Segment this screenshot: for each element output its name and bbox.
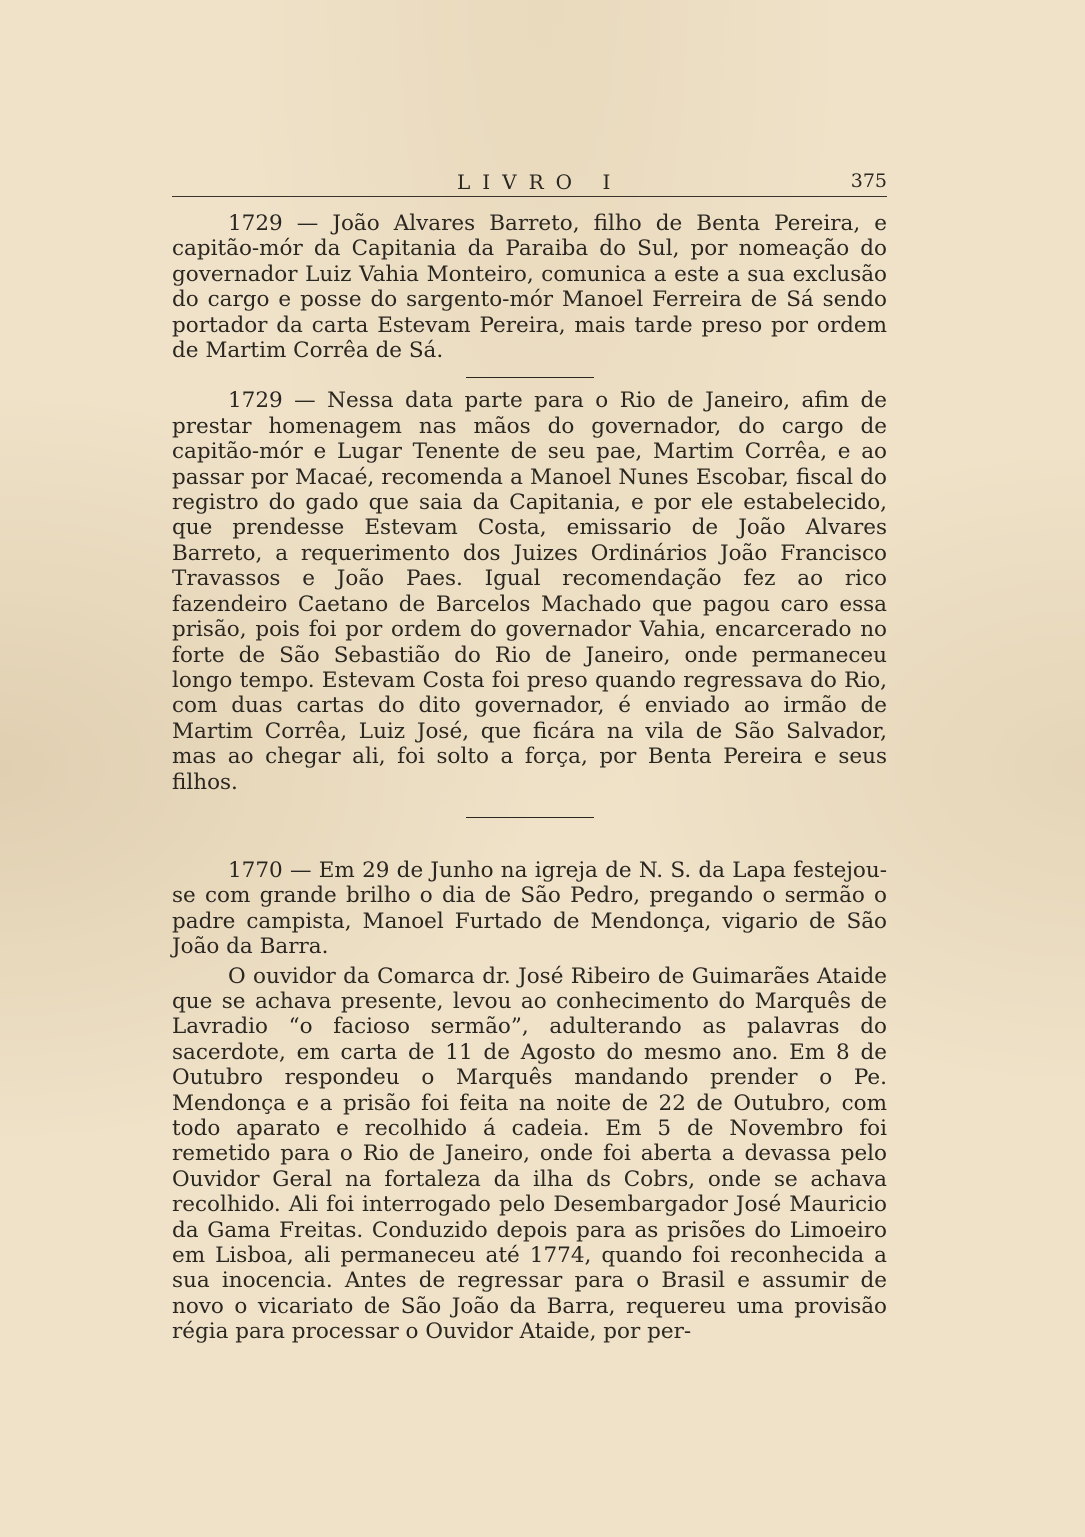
paragraph: 1729 — João Alvares Barreto, filho de Benta Pereira, e capitão-mór da Capitania da Paraiba do Sul, por nomeação do governador Luiz Vahia Monteiro, comunica a este a sua exclusão do cargo e posse do sargento-mór Manoel Ferreira de Sá sendo portador da carta Estevam Pereira, mais tarde preso por ordem de Martim Corrêa de Sá. (172, 211, 887, 364)
running-header (172, 168, 887, 197)
paragraph: 1770 — Em 29 de Junho na igreja de N. S. da Lapa festejou-se com grande brilho o dia de São Pedro, pregando o sermão o padre campista, Manoel Furtado de Mendonça, vigario de São João da Barra. (172, 857, 887, 960)
paragraph: O ouvidor da Comarca dr. José Ribeiro de Guimarães Ataide que se achava presente, levou ao conhecimento do Marquês de Lavradio “o facioso sermão”, adulterando as palavras do sacerdote, em carta de 11 de Agosto do mesmo ano. Em 8 de Outubro respondeu o Marquês mandando prender o Pe. Mendonça e a prisão foi feita na noite de 22 de Outubro, com todo aparato e recolhido á cadeia. Em 5 de Novembro foi remetido para o Rio de Janeiro, onde foi aberta a devassa pelo Ouvidor Geral na fortaleza da ilha ds Cobrs, onde se achava recolhido. Ali foi interrogado pelo Desembargador José Mauricio da Gama Freitas. Conduzido depois para as prisões do Limoeiro em Lisboa, ali permaneceu até 1774, quando foi reconhecida a sua inocencia. Antes de regressar para o Brasil e assumir de novo o vicariato de São João da Barra, requereu uma provisão régia para processar o Ouvidor Ataide, por per- (172, 963, 887, 1345)
running-title: LIVRO I (457, 170, 623, 194)
section-divider (466, 817, 594, 818)
section-divider (466, 377, 594, 378)
page-number: 375 (850, 170, 887, 192)
entry-1729-barreto (172, 211, 887, 363)
book-page (172, 168, 887, 1345)
paragraph: 1729 — Nessa data parte para o Rio de Janeiro, afim de prestar homenagem nas mãos do governador, do cargo de capitão-mór e Lugar Tenente de seu pae, Martim Corrêa, e ao passar por Macaé, recomenda a Manoel Nunes Escobar, fiscal do registro do gado que saia da Capitania, e por ele estabelecido, que prendesse Estevam Costa, emissario de João Alvares Barreto, a requerimento dos Juizes Ordinários João Francisco Travassos e João Paes. Igual recomendação fez ao rico fazendeiro Caetano de Barcelos Machado que pagou caro essa prisão, pois foi por ordem do governador Vahia, encarcerado no forte de São Sebastião do Rio de Janeiro, onde permaneceu longo tempo. Estevam Costa foi preso quando regressava do Rio, com duas cartas do dito governador, é enviado ao irmão de Martim Corrêa, Luiz José, que ficára na vila de São Salvador, mas ao chegar ali, foi solto a força, por Benta Pereira e seus filhos. (172, 388, 887, 795)
entry-1729-rio-de-janeiro (172, 388, 887, 795)
entry-1770-lapa (172, 858, 887, 1345)
